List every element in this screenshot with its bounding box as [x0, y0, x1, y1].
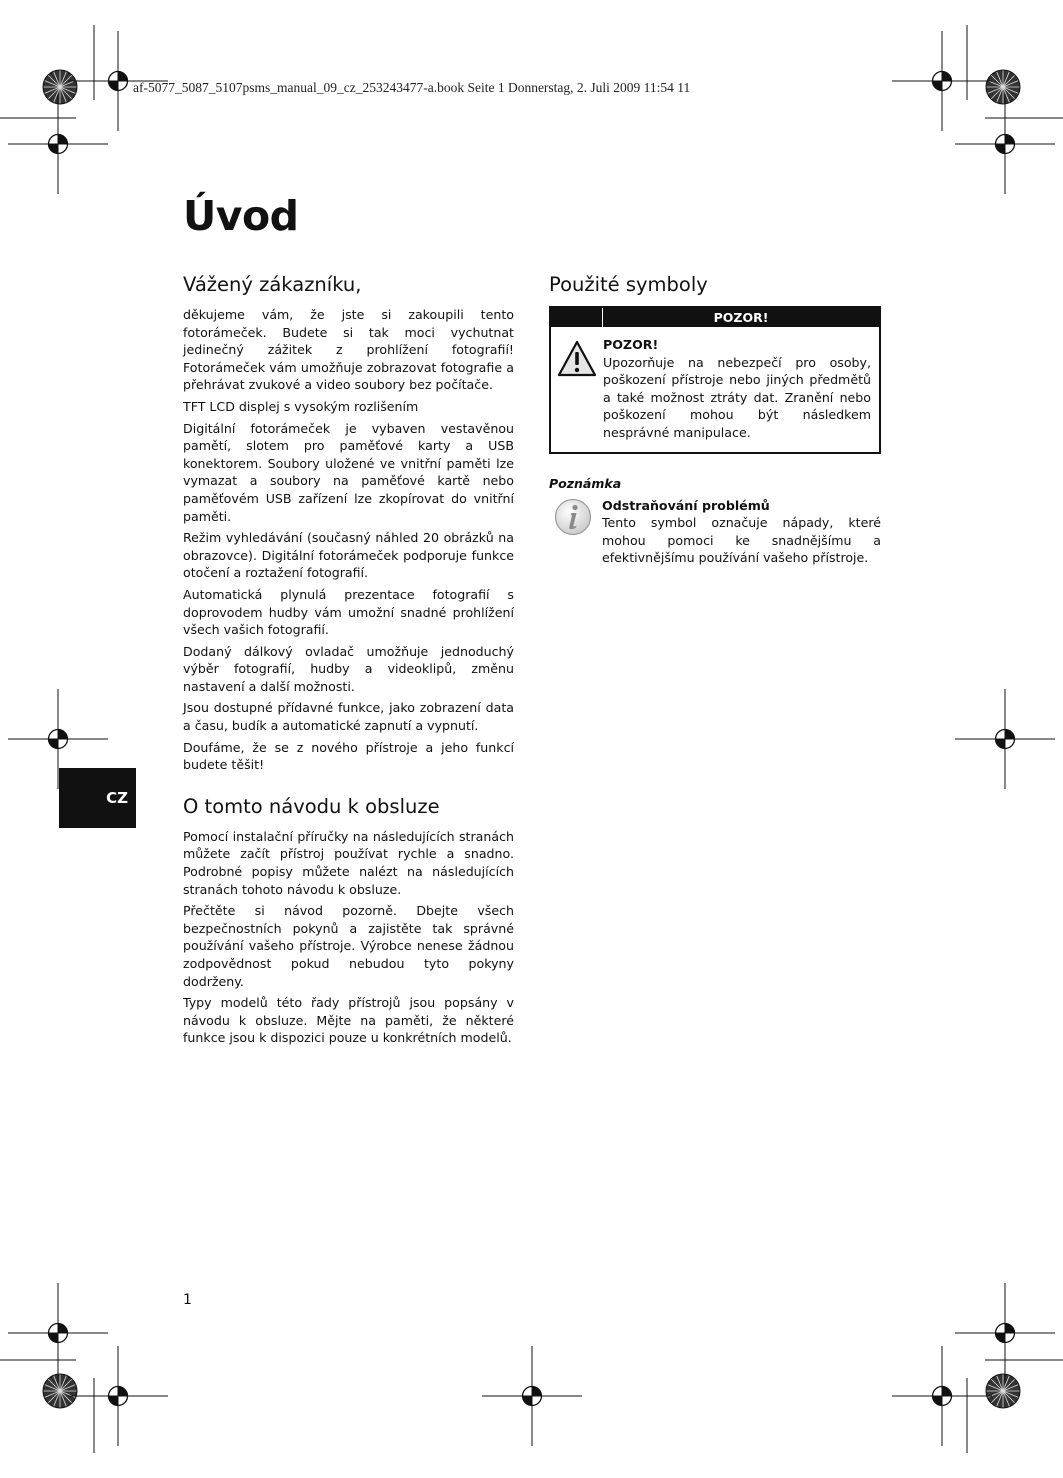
paragraph: Jsou dostupné přídavné funkce, jako zobrazení data a času, budík a automatické zapnutí a vypnutí.: [183, 700, 514, 734]
warning-text: Upozorňuje na nebezpečí pro osoby, poškození přístroje nebo jiných předmětů a také možnost ztráty dat. Zranění nebo poškození mohou být následkem nesprávné manipulace.: [603, 354, 871, 440]
paragraph: Dodaný dálkový ovladač umožňuje jednoduchý výběr fotografií, hudby a videoklipů, změnu nastavení a další možnosti.: [183, 643, 514, 694]
paragraph: Pomocí instalační příručky na následujících stranách můžete začít přístroj používat rychle a snadno. Podrobné popisy můžete nalézt na následujících stranách tohoto návodu k obsluze.: [183, 828, 514, 897]
paragraph: Digitální fotorámeček je vybaven vestavěnou pamětí, slotem pro paměťové karty a USB konektorem. Soubory uložené ve vnitřní paměti lze vymazat a soubory na paměťové kartě nebo paměťovém USB zařízení lze zkopírovat do vnitřní paměti.: [183, 420, 514, 524]
print-header: af-5077_5087_5107psms_manual_09_cz_253243477-a.book Seite 1 Donnerstag, 2. Juli 2009 11:54 11: [133, 80, 691, 95]
right-column: [549, 272, 881, 571]
paragraph: Automatická plynulá prezentace fotografií s doprovodem hudby vám umožní snadné prohlížení všech vašich fotografií.: [183, 586, 514, 638]
section-heading-manual: O tomto návodu k obsluze: [183, 794, 440, 818]
note-label: Poznámka: [549, 475, 622, 491]
paragraph: Režim vyhledávání (současný náhled 20 obrázků na obrazovce). Digitální fotorámeček podporuje funkce otočení a roztažení fotografií.: [183, 530, 514, 581]
section-heading-customer: Vážený zákazníku,: [183, 273, 362, 296]
paragraph: Typy modelů této řady přístrojů jsou popsány v návodu k obsluze. Mějte na paměti, že některé funkce jsou k dispozici pouze u konkrétních modelů.: [183, 995, 514, 1046]
note-title: Odstraňování problémů: [602, 497, 770, 513]
warning-header-label: POZOR!: [713, 310, 769, 325]
note-block: [549, 497, 881, 567]
paragraph: TFT LCD displej s vysokým rozlišením: [183, 398, 419, 414]
paragraph: Doufáme, že se z nového přístroje a jeho funkcí budete těšit!: [183, 739, 514, 773]
warning-triangle-icon: [557, 340, 597, 378]
warning-title: POZOR!: [603, 337, 659, 352]
note-text: Tento symbol označuje nápady, které mohou pomoci ke snadnějšímu a efektivnějšímu používání vašeho přístroje.: [602, 515, 881, 566]
page-number: 1: [183, 1292, 192, 1308]
info-icon: [554, 498, 592, 536]
left-column: [183, 272, 514, 1051]
page-title: Úvod: [183, 192, 299, 240]
paragraph: Přečtěte si návod pozorně. Dbejte všech bezpečnostních pokynů a zajistěte tak správné používání vašeho přístroje. Výrobce nenese žádnou zodpovědnost pokud nebudou tyto pokyny dodrženy.: [183, 903, 514, 989]
warning-box: [549, 306, 881, 454]
paragraph: děkujeme vám, že jste si zakoupili tento fotorámeček. Budete si tak moci vychutnat jedinečný zážitek z prohlížení fotografií! Fotorámeček vám umožňuje zobrazovat fotografie a přehrávat zvukové a video soubory bez počítače.: [183, 307, 514, 393]
language-tab: CZ: [59, 768, 136, 828]
warning-box-header: [551, 308, 879, 327]
section-heading-symbols: Použité symboly: [549, 273, 708, 296]
